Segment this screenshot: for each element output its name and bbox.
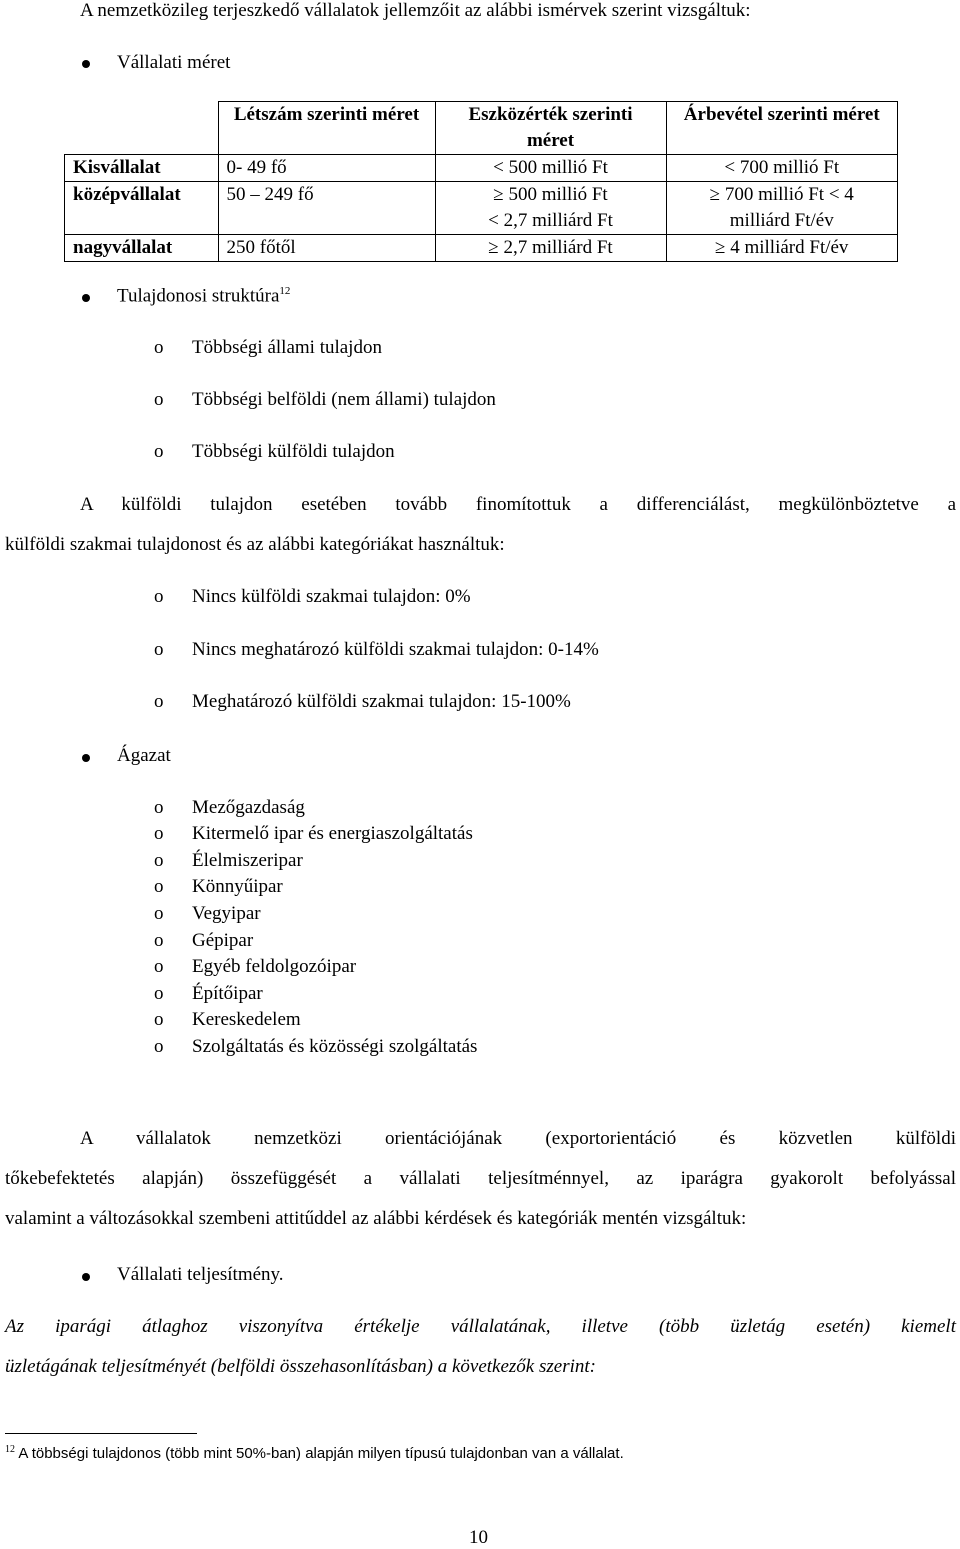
bullet-ownership: [117, 285, 290, 307]
circle-bullet-icon: o: [154, 1009, 164, 1030]
list-item: Egyéb feldolgozóipar: [192, 956, 357, 977]
list-item: Kereskedelem: [192, 1009, 301, 1030]
list-item: Gépipar: [192, 930, 254, 951]
circle-bullet-icon: o: [154, 823, 164, 844]
table-header-cell: Létszám szerinti méret: [218, 102, 435, 155]
cell-line: ≥ 700 millió Ft < 4: [709, 184, 854, 205]
paragraph-line: külföldi szakmai tulajdonost és az alábbi kategóriákat használtuk:: [5, 534, 505, 555]
footnote-divider: [5, 1433, 197, 1434]
bullet-company-size: Vállalati méret: [117, 52, 231, 73]
circle-bullet-icon: o: [154, 441, 164, 462]
list-item: Mezőgazdaság: [192, 797, 305, 818]
paragraph-line: tőkebefektetés alapján) összefüggését a vállalati teljesítménnyel, az iparágra gyakorolt befolyással: [5, 1168, 956, 1189]
circle-bullet-icon: o: [154, 956, 164, 977]
footnote-number: 12: [5, 1444, 15, 1455]
table-row: [65, 155, 898, 182]
list-item: Élelmiszeripar: [192, 850, 303, 871]
list-item: Könnyűipar: [192, 876, 283, 897]
bullet-ownership-label: Tulajdonosi struktúra: [117, 285, 280, 307]
circle-bullet-icon: o: [154, 983, 164, 1004]
table-cell: 0- 49 fő: [218, 155, 435, 182]
paragraph-line: valamint a változásokkal szembeni attitűddel az alábbi kérdések és kategóriák mentén vizsgáltuk:: [5, 1208, 747, 1229]
cell-line: ≥ 500 millió Ft: [493, 184, 608, 205]
table-cell: < 500 millió Ft: [435, 155, 666, 182]
bullet-icon: [82, 1273, 90, 1281]
paragraph-text: A vállalatok nemzetközi orientációjának (exportorientáció és közvetlen külföldi: [80, 1128, 956, 1149]
circle-bullet-icon: o: [154, 586, 164, 607]
table-cell: ≥ 2,7 milliárd Ft: [435, 235, 666, 262]
cell-line: milliárd Ft/év: [729, 210, 834, 231]
table-row: [65, 235, 898, 262]
bullet-icon: [82, 294, 90, 302]
table-cell: 50 – 249 fő: [218, 182, 435, 235]
table-row: [65, 182, 898, 235]
intro-text: A nemzetközileg terjeszkedő vállalatok jellemzőit az alábbi ismérvek szerint vizsgáltuk:: [80, 0, 751, 21]
table-cell: [435, 182, 666, 235]
row-label: középvállalat: [65, 182, 219, 235]
table-cell: 250 főtől: [218, 235, 435, 262]
bullet-sector: Ágazat: [117, 745, 171, 766]
table-header-cell: Eszközérték szerinti méret: [435, 102, 666, 155]
table-header-row: [65, 102, 898, 155]
circle-bullet-icon: o: [154, 639, 164, 660]
list-item: Többségi állami tulajdon: [192, 337, 382, 358]
list-item: Építőipar: [192, 983, 263, 1004]
table-cell: [666, 182, 898, 235]
italic-question-line: Az iparági átlaghoz viszonyítva értékelje vállalatának, illetve (több üzletág esetén) kiemelt: [5, 1316, 956, 1337]
list-item: Többségi külföldi tulajdon: [192, 441, 395, 462]
list-item: Nincs külföldi szakmai tulajdon: 0%: [192, 586, 471, 607]
circle-bullet-icon: o: [154, 903, 164, 924]
list-item: Többségi belföldi (nem állami) tulajdon: [192, 389, 496, 410]
table-header-cell: [65, 102, 219, 155]
table-cell: ≥ 4 milliárd Ft/év: [666, 235, 898, 262]
row-label: Kisvállalat: [65, 155, 219, 182]
circle-bullet-icon: o: [154, 930, 164, 951]
list-item: Kitermelő ipar és energiaszolgáltatás: [192, 823, 473, 844]
footnote: [5, 1444, 624, 1462]
circle-bullet-icon: o: [154, 876, 164, 897]
list-item: Vegyipar: [192, 903, 261, 924]
circle-bullet-icon: o: [154, 1036, 164, 1057]
list-item: Meghatározó külföldi szakmai tulajdon: 15-100%: [192, 691, 571, 712]
cell-line: < 2,7 milliárd Ft: [488, 210, 613, 231]
paragraph-text: A külföldi tulajdon esetében tovább finomítottuk a differenciálást, megkülönböztetve a: [80, 494, 956, 515]
page-number: 10: [469, 1527, 488, 1548]
bullet-icon: [82, 60, 90, 68]
circle-bullet-icon: o: [154, 850, 164, 871]
bullet-icon: [82, 754, 90, 762]
circle-bullet-icon: o: [154, 797, 164, 818]
circle-bullet-icon: o: [154, 337, 164, 358]
list-item: Nincs meghatározó külföldi szakmai tulajdon: 0-14%: [192, 639, 599, 660]
table-header-cell: Árbevétel szerinti méret: [666, 102, 898, 155]
circle-bullet-icon: o: [154, 691, 164, 712]
row-label: nagyvállalat: [65, 235, 219, 262]
list-item: Szolgáltatás és közösségi szolgáltatás: [192, 1036, 478, 1057]
circle-bullet-icon: o: [154, 389, 164, 410]
table-cell: < 700 millió Ft: [666, 155, 898, 182]
footnote-ref: 12: [279, 285, 291, 297]
italic-question-line: üzletágának teljesítményét (belföldi összehasonlításban) a következők szerint:: [5, 1356, 596, 1377]
footnote-text: A többségi tulajdonos (több mint 50%-ban) alapján milyen típusú tulajdonban van a vállalat.: [18, 1445, 624, 1462]
bullet-performance: Vállalati teljesítmény.: [117, 1264, 284, 1285]
size-criteria-table: [64, 101, 898, 262]
